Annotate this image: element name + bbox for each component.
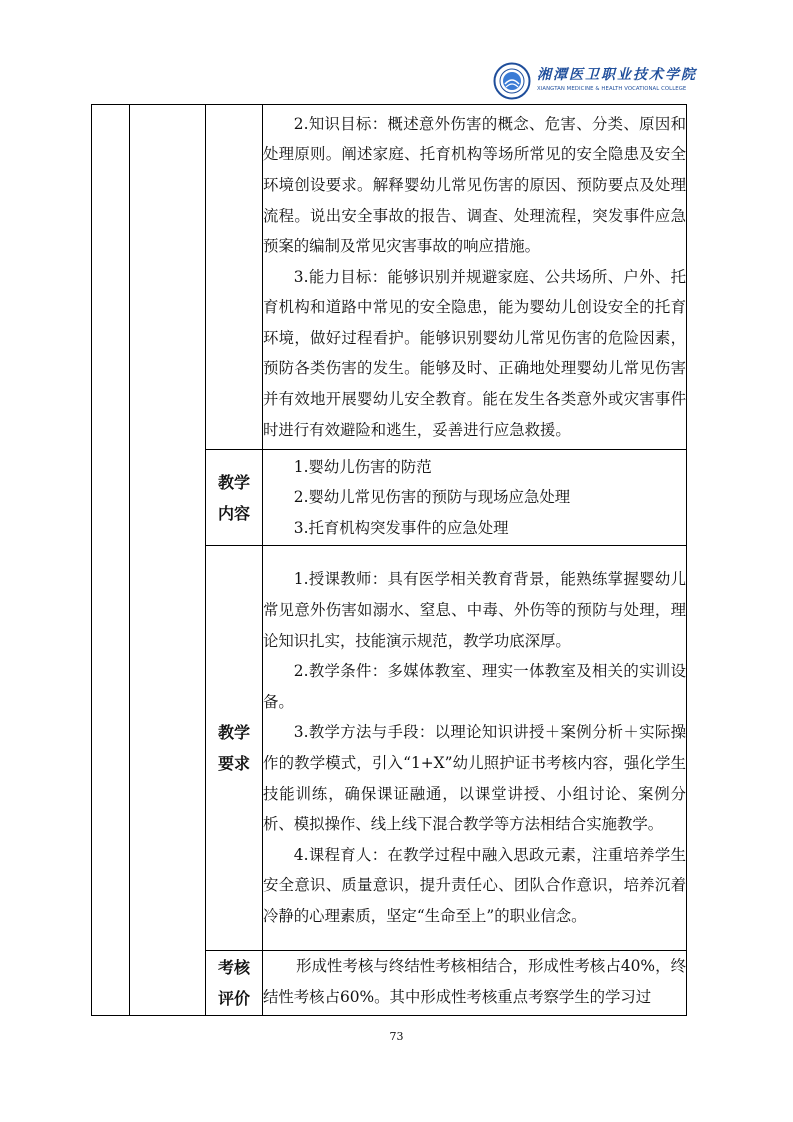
school-seal-icon <box>493 62 531 100</box>
content-item: 3.托育机构突发事件的应急处理 <box>293 518 509 537</box>
assessment-text: 形成性考核与终结性考核相结合，形成性考核占40%，终结性考核占60%。其中形成性考核重点考察学生的学习过 <box>263 957 686 1006</box>
label-teaching-requirements: 教学 要求 <box>206 546 263 951</box>
page-number: 73 <box>389 1030 404 1043</box>
college-logo <box>493 56 697 106</box>
label-teaching-content: 教学 内容 <box>206 450 263 546</box>
knowledge-objective: 2.知识目标：概述意外伤害的概念、危害、分类、原因和处理原则。阐述家庭、托育机构等场所常见的安全隐患及安全环境创设要求。解释婴幼儿常见伤害的原因、预防要点及处理流程。说出安全事故的报告、调查、处理流程，突发事件应急预案的编制及常见灾害事故的响应措施。 <box>263 114 686 256</box>
table-row-objectives <box>92 105 687 450</box>
requirement-item: 1.授课教师：具有医学相关教育背景，能熟练掌握婴幼儿常见意外伤害如溺水、窒息、中毒、外伤等的预防与处理，理论知识扎实，技能演示规范，教学功底深厚。 <box>263 570 686 650</box>
objectives-content <box>263 105 687 450</box>
content-item: 1.婴幼儿伤害的防范 <box>293 457 432 476</box>
course-info-table <box>91 104 687 1016</box>
teaching-requirements <box>263 546 687 951</box>
label-assessment: 考核 评价 <box>206 951 263 1016</box>
content-item: 2.婴幼儿常见伤害的预防与现场应急处理 <box>293 488 571 507</box>
ability-objective: 3.能力目标：能够识别并规避家庭、公共场所、户外、托育机构和道路中常见的安全隐患，能为婴幼儿创设安全的托育环境，做好过程看护。能够识别婴幼儿常见伤害的危险因素，预防各类伤害的发生。能够及时、正确地处理婴幼儿常见伤害并有效地开展婴幼儿安全教育。能在发生各类意外或灾害事件时进行有效避险和逃生，妥善进行应急救援。 <box>263 267 686 439</box>
school-name-en: XIANGTAN MEDICINE & HEALTH VOCATIONAL COLLEGE <box>537 86 687 92</box>
table-cell-empty-2 <box>130 105 206 1016</box>
table-cell-empty-1 <box>92 105 130 1016</box>
school-name: 湘潭医卫职业技术学院 <box>537 67 697 83</box>
requirement-item: 4.课程育人：在教学过程中融入思政元素，注重培养学生安全意识、质量意识，提升责任心、团队合作意识，培养沉着冷静的心理素质，坚定“生命至上”的职业信念。 <box>263 845 686 925</box>
table-cell-empty-label <box>206 105 263 450</box>
teaching-content <box>263 450 687 546</box>
assessment-content <box>263 951 687 1016</box>
requirement-item: 3.教学方法与手段：以理论知识讲授＋案例分析＋实际操作的教学模式，引入“1+X”幼儿照护证书考核内容，强化学生技能训练，确保课证融通，以课堂讲授、小组讨论、案例分析、模拟操作、线上线下混合教学等方法相结合实施教学。 <box>263 723 686 834</box>
requirement-item: 2.教学条件：多媒体教室、理实一体教室及相关的实训设备。 <box>263 662 686 711</box>
